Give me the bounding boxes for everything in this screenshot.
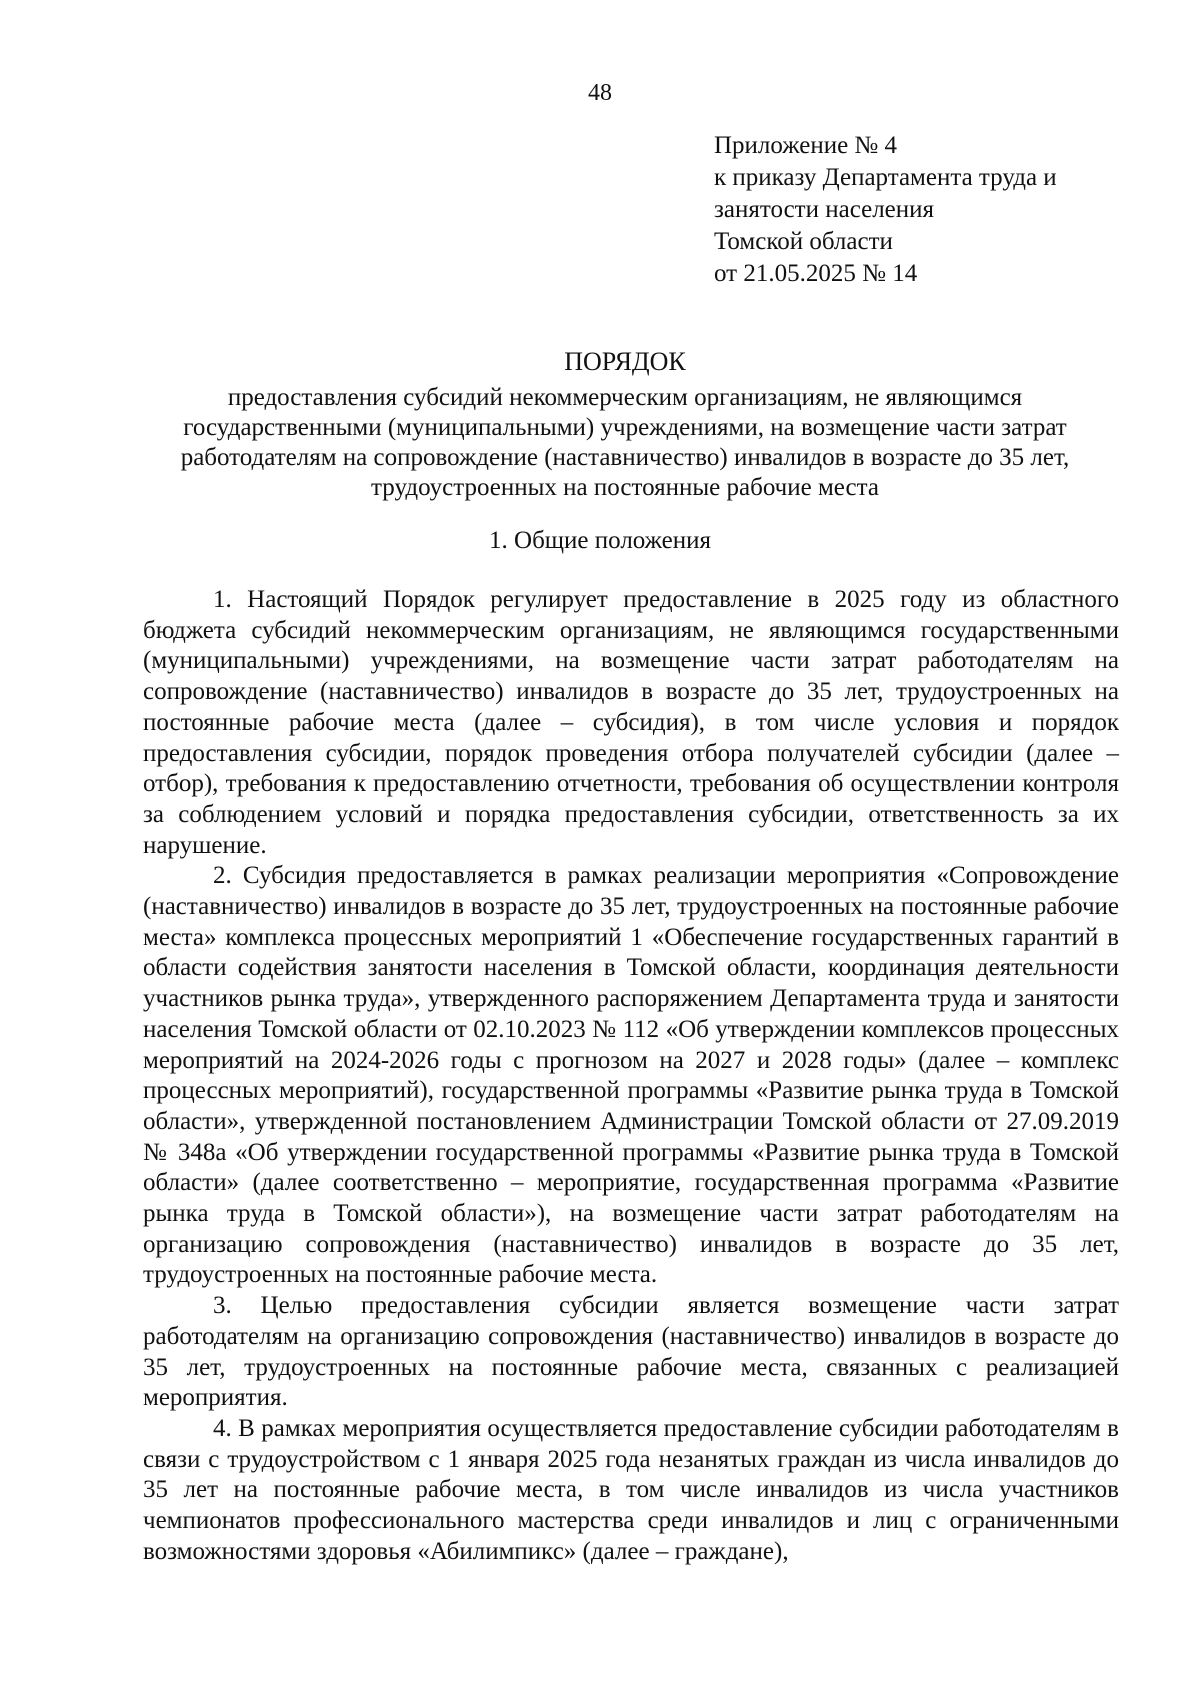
paragraph-2: 2. Субсидия предоставляется в рамках реализации мероприятия «Сопровождение (наставничество) инвалидов в возрасте до 35 лет, трудоустроенных на постоянные рабочие места» комплекса процессных мероприятий 1 «Обеспечение государственных гарантий в области содействия занятости населения в Томской области, координация деятельности участников рынка труда», утвержденного распоряжением Департамента труда и занятости населения Томской области от 02.10.2023 № 112 «Об утверждении комплексов процессных мероприятий на 2024-2026 годы с прогнозом на 2027 и 2028 годы» (далее – комплекс процессных мероприятий), государственной программы «Развитие рынка труда в Томской области», утвержденной постановлением Администрации Томской области от 27.09.2019 № 348а «Об утверждении государственной программы «Развитие рынка труда в Томской области» (далее соответственно – мероприятие, государственная программа «Развитие рынка труда в Томской области»), на возмещение части затрат работодателям на организацию сопровождения (наставничество) инвалидов в возрасте до 35 лет, трудоустроенных на постоянные рабочие места. (143, 862, 1119, 1289)
body-text (143, 585, 1119, 1568)
annex-line: Томской области (714, 228, 893, 255)
document-title: ПОРЯДОК (564, 347, 686, 376)
page-number: 48 (588, 80, 612, 106)
section-heading: 1. Общие положения (489, 527, 711, 554)
annex-line: Приложение № 4 (714, 132, 898, 159)
paragraph-4: 4. В рамках мероприятия осуществляется предоставление субсидии работодателям в связи с трудоустройством с 1 января 2025 года незанятых граждан из числа инвалидов до 35 лет на постоянные рабочие места, в том числе инвалидов из числа участников чемпионатов профессионального мастерства среди инвалидов и лиц с ограниченными возможностями здоровья «Абилимпикс» (далее – граждане), (143, 1414, 1119, 1565)
annex-line: занятости населения (714, 196, 935, 223)
document-subtitle: предоставления субсидий некоммерческим организациям, не являющимся государственными (муниципальными) учреждениями, на возмещение части затрат работодателям на сопровождение (наставничество) инвалидов в возрасте до 35 лет, трудоустроенных на постоянные рабочие места (180, 384, 1070, 501)
annex-line: от 21.05.2025 № 14 (714, 260, 918, 287)
annex-block (714, 130, 1134, 290)
annex-line: к приказу Департамента труда и (714, 164, 1057, 191)
document-title-block (135, 345, 1115, 503)
paragraph-1: 1. Настоящий Порядок регулирует предоставление в 2025 году из областного бюджета субсидий некоммерческим организациям, не являющимся государственными (муниципальными) учреждениями, на возмещение части затрат работодателям на сопровождение (наставничество) инвалидов в возрасте до 35 лет, трудоустроенных на постоянные рабочие места (далее – субсидия), в том числе условия и порядок предоставления субсидии, порядок проведения отбора получателей субсидии (далее – отбор), требования к предоставлению отчетности, требования об осуществлении контроля за соблюдением условий и порядка предоставления субсидии, ответственность за их нарушение. (143, 586, 1119, 859)
paragraph-3: 3. Целью предоставления субсидии является возмещение части затрат работодателям на организацию сопровождения (наставничество) инвалидов в возрасте до 35 лет, трудоустроенных на постоянные рабочие места, связанных с реализацией мероприятия. (143, 1292, 1119, 1412)
